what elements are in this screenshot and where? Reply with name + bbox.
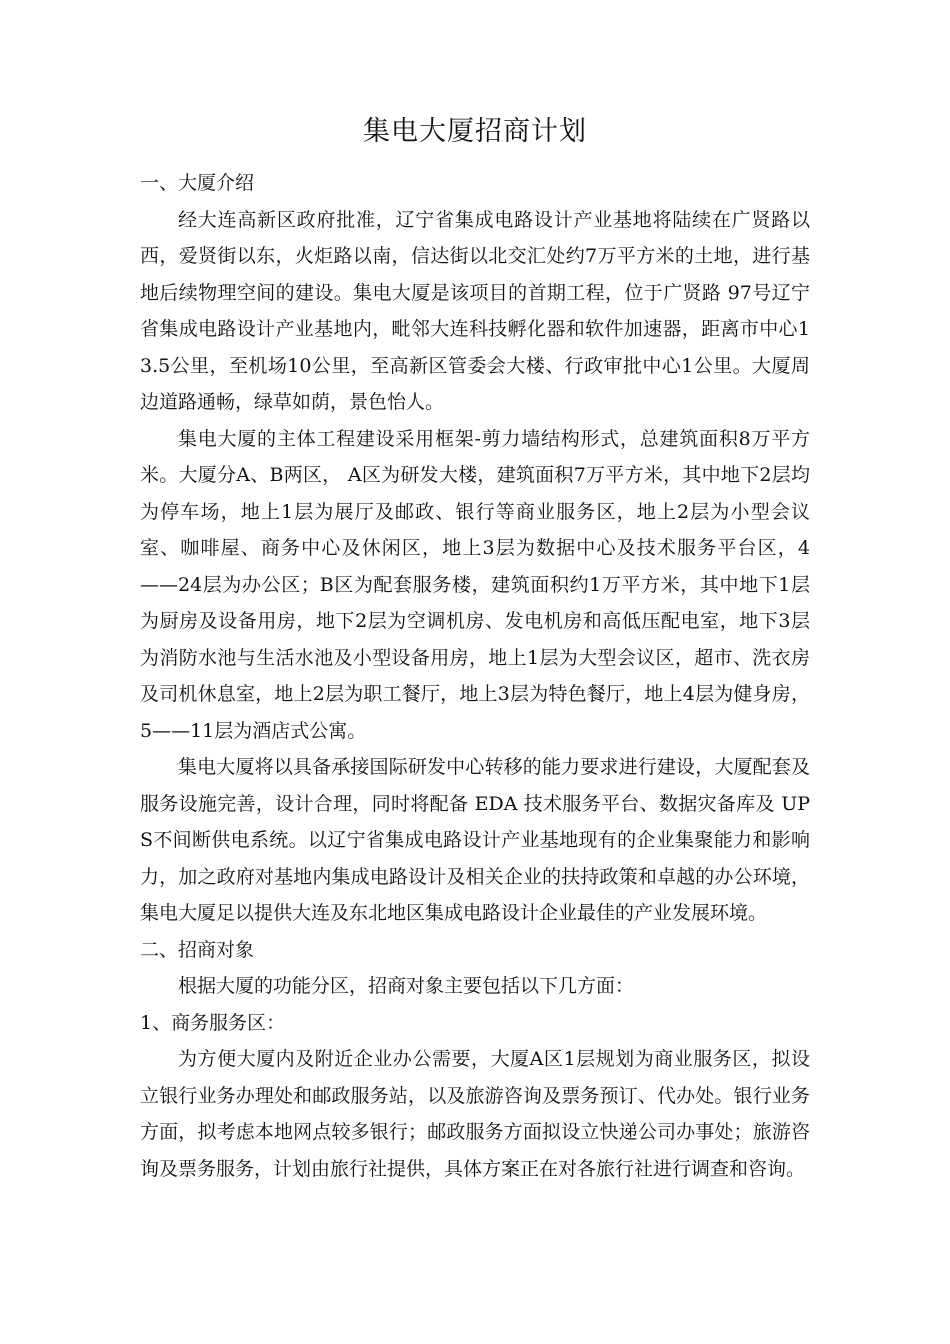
section-heading-building-intro: 一、大厦介绍: [140, 172, 255, 194]
paragraph-targets-intro: 根据大厦的功能分区，招商对象主要包括以下几方面：: [178, 975, 635, 997]
paragraph-location: 经大连高新区政府批准，辽宁省集成电路设计产业基地将陆续在广贤路以西，爱贤街以东，火炬路以南，信达街以北交汇处约7万平方米的土地，进行基地后续物理空间的建设。集电大厦是该项目的首期工程，位于广贤路 97号辽宁省集成电路设计产业基地内，毗邻大连科技孵化器和软件加速器，距离市中心13.5公里，至机场10公里，至高新区管委会大楼、行政审批中心1公里。大厦周边道路通畅，绿草如荫，景色怡人。: [140, 208, 810, 413]
paragraph-facilities: 集电大厦将以具备承接国际研发中心转移的能力要求进行建设，大厦配套及服务设施完善，设计合理，同时将配备 EDA 技术服务平台、数据灾备库及 UPS不间断供电系统。以辽宁省集成电路设计产业基地现有的企业集聚能力和影响力，加之政府对基地内集成电路设计及相关企业的扶持政策和卓越的办公环境，集电大厦足以提供大连及东北地区集成电路设计企业最佳的产业发展环境。: [140, 756, 810, 924]
document-title: 集电大厦招商计划: [363, 116, 587, 147]
paragraph-structure: 集电大厦的主体工程建设采用框架-剪力墙结构形式，总建筑面积8万平方米。大厦分A、B两区， A区为研发大楼，建筑面积7万平方米，其中地下2层均为停车场，地上1层为展厅及邮政、银行等商业服务区，地上2层为小型会议室、咖啡屋、商务中心及休闲区，地上3层为数据中心及技术服务平台区，4——24层为办公区；B区为配套服务楼，建筑面积约1万平方米，其中地下1层为厨房及设备用房，地下2层为空调机房、发电机房和高低压配电室，地下3层为消防水池与生活水池及小型设备用房，地上1层为大型会议区，超市、洗衣房及司机休息室，地上2层为职工餐厅，地上3层为特色餐厅，地上4层为健身房，5——11层为酒店式公寓。: [140, 427, 810, 742]
document-body: [140, 165, 810, 1187]
subsection-heading-business-service: 1、商务服务区：: [140, 1011, 286, 1034]
section-heading-investment-targets: 二、招商对象: [140, 938, 255, 961]
paragraph-business-service: 为方便大厦内及附近企业办公需要，大厦A区1层规划为商业服务区，拟设立银行业务办理处和邮政服务站，以及旅游咨询及票务预订、代办处。银行业务方面，拟考虑本地网点较多银行；邮政服务方面拟设立快递公司办事处；旅游咨询及票务服务，计划由旅行社提供，具体方案正在对各旅行社进行调查和咨询。: [140, 1048, 810, 1180]
